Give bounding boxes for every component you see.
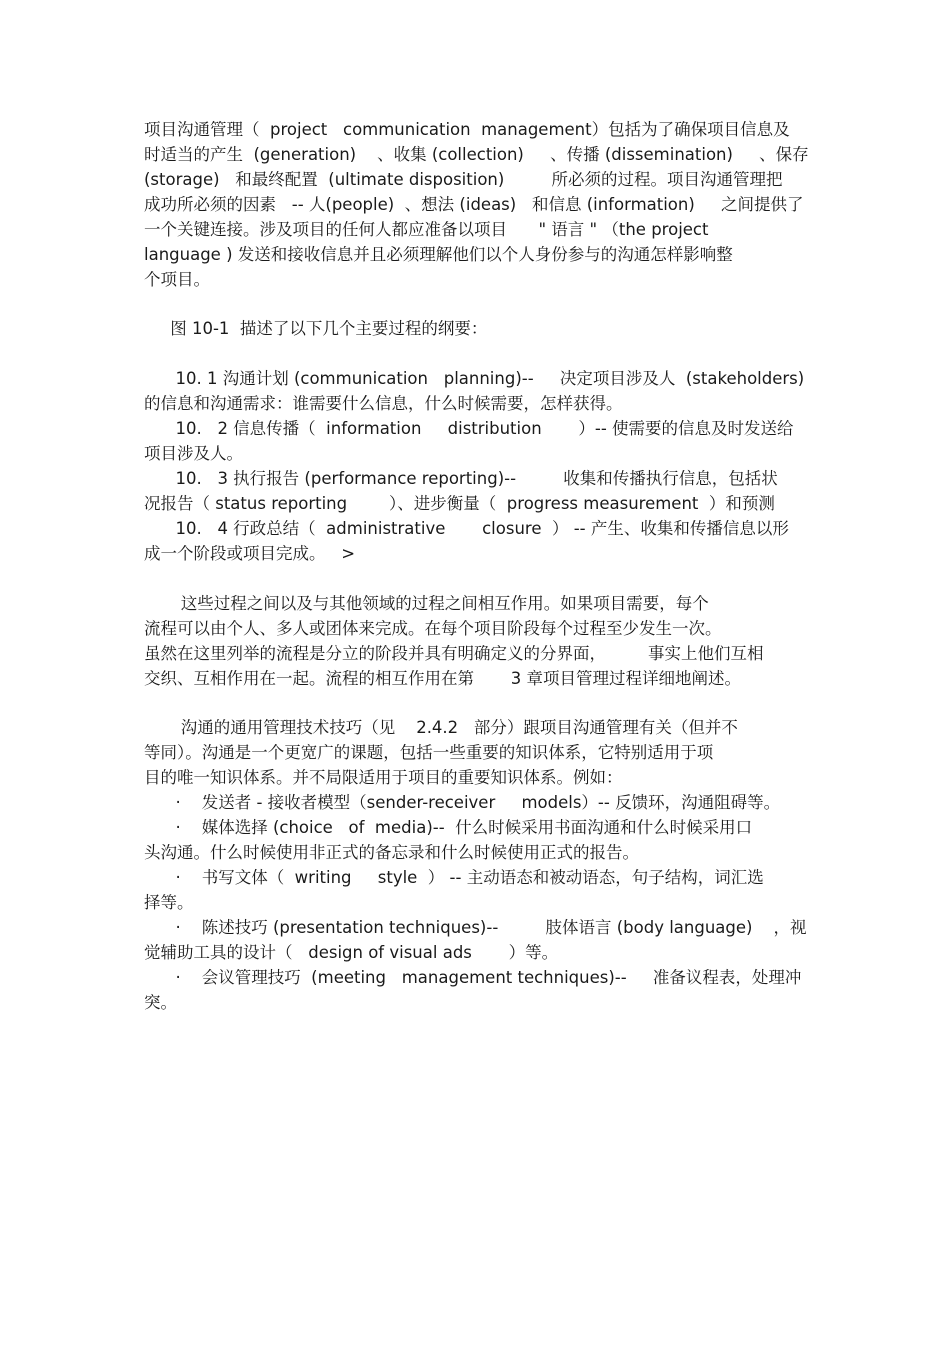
techniques-bullet-line: · 发送者 - 接收者模型（sender-receiver models）-- 反馈环，沟通阻碍等。 (144, 793, 781, 812)
intro-line: 一个关键连接。涉及项目的任何人都应准备以项目 " 语言 " （the project (144, 220, 709, 239)
process-line: 的信息和沟通需求：谁需要什么信息，什么时候需要，怎样获得。 (144, 394, 623, 413)
techniques-line: 头沟通。什么时候使用非正式的备忘录和什么时候使用正式的报告。 (144, 843, 639, 862)
process-line: 10. 2 信息传播（ information distribution ）-- 使需要的信息及时发送给 (144, 419, 794, 438)
intro-line: language ) 发送和接收信息并且必须理解他们以个人身份参与的沟通怎样影响整 (144, 245, 733, 264)
techniques-line: 觉辅助工具的设计（ design of visual ads ）等。 (144, 943, 559, 962)
techniques-line: 沟通的通用管理技术技巧（见 2.4.2 部分）跟项目沟通管理有关（但并不 (144, 718, 738, 737)
techniques-bullet-line: · 陈述技巧 (presentation techniques)-- 肢体语言 (body language) ，视 (144, 918, 807, 937)
interaction-line: 交织、互相作用在一起。流程的相互作用在第 3 章项目管理过程详细地阐述。 (144, 669, 741, 688)
intro-line: 项目沟通管理（ project communication management）包括为了确保项目信息及 (144, 120, 790, 139)
techniques-bullet-line: · 媒体选择 (choice of media)-- 什么时候采用书面沟通和什么时候采用口 (144, 818, 753, 837)
techniques-bullet-line: · 书写文体（ writing style ） -- 主动语态和被动语态，句子结构，词汇选 (144, 868, 764, 887)
techniques-line: 等同）。沟通是一个更宽广的课题，包括一些重要的知识体系，它特别适用于项 (144, 743, 714, 762)
interaction-line: 虽然在这里列举的流程是分立的阶段并具有明确定义的分界面， 事实上他们互相 (144, 644, 764, 663)
interaction-line: 这些过程之间以及与其他领域的过程之间相互作用。如果项目需要，每个 (144, 594, 709, 613)
process-line: 成一个阶段或项目完成。 > (144, 544, 356, 563)
techniques-bullet-line: · 会议管理技巧 (meeting management techniques)-- 准备议程表，处理冲 (144, 968, 802, 987)
techniques-line: 择等。 (144, 893, 194, 912)
process-line: 10. 4 行政总结（ administrative closure ） -- 产生、收集和传播信息以形 (144, 519, 789, 538)
intro-line: 时适当的产生 (generation) 、收集 (collection) 、传播 (dissemination) 、保存 (144, 145, 809, 164)
process-line: 项目涉及人。 (144, 444, 243, 463)
techniques-line: 目的唯一知识体系。并不局限适用于项目的重要知识体系。例如： (144, 768, 623, 787)
figure-reference: 图 10-1 描述了以下几个主要过程的纲要： (144, 319, 488, 338)
process-line: 况报告（ status reporting ）、进步衡量（ progress measurement ）和预测 (144, 494, 775, 513)
intro-line: 成功所必须的因素 -- 人(people) 、想法 (ideas) 和信息 (information) 之间提供了 (144, 195, 804, 214)
intro-line: (storage) 和最终配置 (ultimate disposition) 所必须的过程。项目沟通管理把 (144, 170, 783, 189)
process-line: 10. 3 执行报告 (performance reporting)-- 收集和传播执行信息，包括状 (144, 469, 778, 488)
intro-line: 个项目。 (144, 270, 210, 289)
process-line: 10. 1 沟通计划 (communication planning)-- 决定项目涉及人 (stakeholders) (144, 369, 805, 388)
techniques-line: 突。 (144, 993, 177, 1012)
interaction-line: 流程可以由个人、多人或团体来完成。在每个项目阶段每个过程至少发生一次。 (144, 619, 722, 638)
